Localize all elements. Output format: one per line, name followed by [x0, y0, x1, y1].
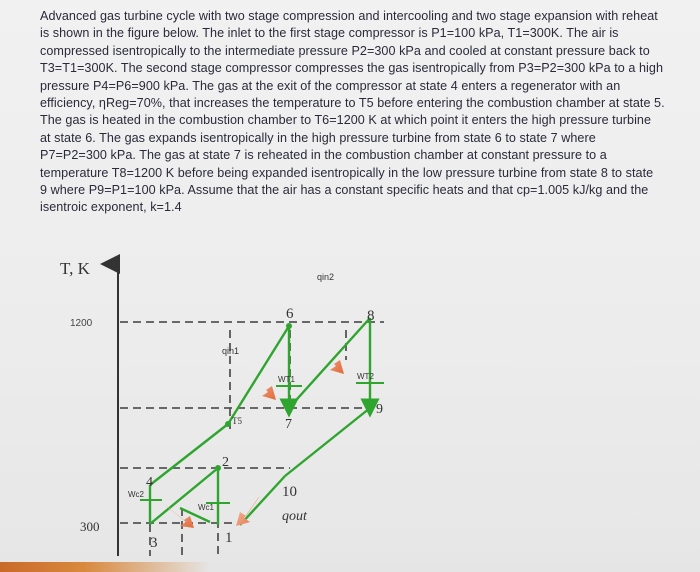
work-markers — [140, 383, 384, 503]
problem-line: T3=T1=300K. The second stage compressor compresses the gas isentropically from P3=P2=300 kPa to a high — [40, 61, 664, 76]
process-lines — [150, 318, 370, 525]
problem-line: efficiency, ηReg=70%, that increases the temperature to T5 before entering the combustion chamber at state 5. — [40, 96, 665, 111]
heat-arrow-intercool — [164, 504, 194, 528]
label-qout: qout — [282, 509, 307, 524]
state-label-10: 10 — [282, 484, 297, 500]
label-wc1: Wc1 — [198, 503, 214, 512]
problem-line: compressed isentropically to the intermediate pressure P2=300 kPa and cooled at constant pressure back to — [40, 43, 650, 58]
heat-reject-10-1 — [240, 476, 285, 525]
state-point-2 — [215, 465, 221, 471]
axis-label: T, K — [60, 259, 90, 278]
heat-arrow-qin1 — [246, 370, 276, 400]
tick-1200: 1200 — [70, 318, 93, 329]
heat-arrows — [164, 344, 344, 528]
problem-line: at state 6. The gas expands isentropically in the high pressure turbine from state 6 to state 7 where — [40, 130, 596, 145]
regen-4-5 — [150, 424, 228, 485]
state-label-6: 6 — [286, 306, 294, 322]
problem-line: isentroic exponent, k=1.4 — [40, 200, 182, 215]
problem-line: P7=P2=300 kPa. The gas at state 7 is reheated in the combustion chamber at constant pressure to a — [40, 148, 607, 163]
state-point-5 — [225, 421, 231, 427]
problem-line: The gas is heated in the combustion chamber to T6=1200 K at which point it enters the high pressure turbine — [40, 113, 652, 128]
state-label-2: 2 — [222, 455, 229, 470]
problem-line: pressure P4=P6=900 kPa. The gas at the exit of the compressor at state 4 enters a regenerator with an — [40, 78, 621, 93]
tick-300: 300 — [80, 519, 100, 534]
problem-line: temperature T8=1200 K before being expanded isentropically in the low pressure turbine from state 8 to state — [40, 165, 654, 180]
reheat-7-8 — [289, 318, 370, 408]
photo-edge — [0, 562, 700, 572]
problem-line: Advanced gas turbine cycle with two stage compression and intercooling and two stage expansion with reheat — [40, 9, 658, 23]
state-label-1: 1 — [225, 530, 233, 546]
state-point-9 — [367, 405, 373, 411]
problem-line: 9 where P9=P1=100 kPa. Assume that the air has a constant specific heats and that cp=1.005 kJ/kg and the — [40, 183, 649, 198]
state-label-7: 7 — [285, 417, 292, 432]
problem-line: is shown in the figure below. The inlet to the first stage compressor is P1=100 kPa, T1=300K. The air is — [40, 26, 619, 41]
heat-arrow-qin2 — [314, 344, 344, 374]
label-wt2: WT2 — [357, 372, 374, 381]
label-wt1: WT1 — [278, 375, 295, 384]
heat-arrow-qout — [236, 496, 260, 526]
label-wc2: Wc2 — [128, 490, 144, 499]
state-label-5: T5 — [232, 416, 242, 426]
dashed-guides — [120, 322, 384, 556]
state-point-6 — [286, 323, 292, 329]
state-label-8: 8 — [367, 308, 375, 324]
state-label-3: 3 — [150, 535, 158, 551]
state-label-9: 9 — [376, 402, 383, 417]
regen-9-10 — [285, 408, 370, 476]
label-qin1: qin1 — [222, 346, 240, 356]
state-label-4: 4 — [146, 475, 153, 490]
label-qin2: qin2 — [317, 272, 335, 282]
